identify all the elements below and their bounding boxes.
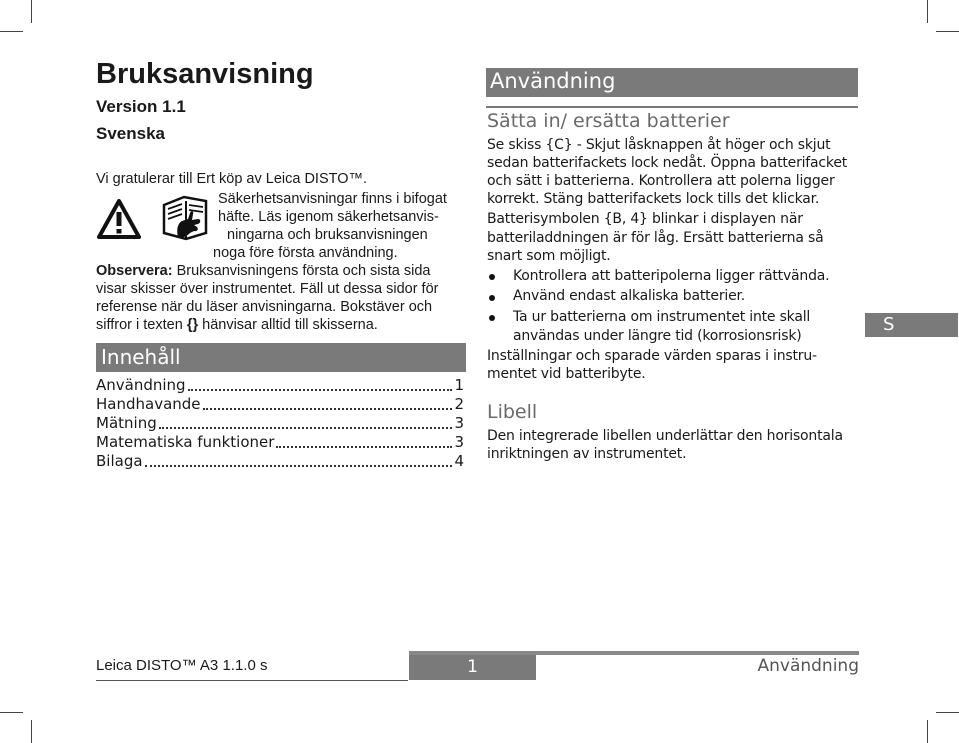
crop-mark bbox=[0, 712, 23, 713]
safety-line: noga före första användning. bbox=[213, 245, 398, 261]
toc-item-label: Handhavande bbox=[96, 395, 201, 413]
toc-item-label: Användning bbox=[96, 376, 186, 394]
toc-item-page: 1 bbox=[454, 376, 464, 394]
toc-item[interactable] bbox=[96, 452, 464, 471]
battery-heading: Sätta in/ ersätta batterier bbox=[487, 110, 730, 132]
battery-after-line: mentet vid batteribyte. bbox=[487, 366, 646, 382]
battery-text-line: sedan batterifackets lock nedåt. Öppna batterifacket bbox=[487, 155, 848, 171]
safety-line: Säkerhetsanvisningar finns i bifogat bbox=[218, 191, 447, 207]
bracket-symbol: {} bbox=[186, 317, 199, 333]
document-version: Version 1.1 bbox=[96, 97, 186, 116]
section-heading-usage: Användning bbox=[486, 68, 858, 97]
note-text: siffror i texten bbox=[96, 317, 183, 333]
note-line bbox=[96, 316, 378, 334]
warning-triangle-icon bbox=[97, 199, 141, 239]
battery-bullet: Ta ur batterierna om instrumentet inte skall bbox=[513, 309, 811, 325]
battery-text-line: och sätt i batterierna. Kontrollera att polerna ligger bbox=[487, 173, 835, 189]
battery-after-line: Inställningar och sparade värden sparas i instru- bbox=[487, 348, 817, 364]
document-language: Svenska bbox=[96, 124, 165, 143]
battery-text-line: Se skiss {C} - Skjut låsknappen åt höger och skjut bbox=[487, 137, 831, 153]
battery-text-line: korrekt. Stäng batterifackets lock tills det klickar. bbox=[487, 191, 820, 207]
note-line: referense när du läser anvisningarna. Bokstäver och bbox=[96, 299, 433, 315]
bullet-dot bbox=[489, 274, 495, 280]
crop-mark bbox=[31, 0, 32, 23]
toc-item[interactable] bbox=[96, 376, 464, 395]
level-heading: Libell bbox=[487, 401, 538, 423]
side-tab: S bbox=[865, 313, 958, 337]
crop-mark bbox=[927, 720, 928, 743]
bullet-dot bbox=[489, 295, 495, 301]
toc-item[interactable] bbox=[96, 414, 464, 433]
safety-line: ningarna och bruksanvisningen bbox=[227, 227, 428, 243]
page-number: 1 bbox=[467, 657, 478, 677]
note-label: Observera: bbox=[96, 263, 173, 279]
footer-rule-thin bbox=[96, 680, 408, 681]
level-text-line: Den integrerade libellen underlättar den horisontala bbox=[487, 428, 843, 444]
battery-text-line: snart som möjligt. bbox=[487, 248, 611, 264]
crop-mark bbox=[936, 31, 959, 32]
toc-item-page: 3 bbox=[454, 414, 464, 432]
battery-bullet: användas under längre tid (korrosionsrisk) bbox=[513, 328, 802, 344]
crop-mark bbox=[936, 712, 959, 713]
footer-product: Leica DISTO™ A3 1.1.0 s bbox=[96, 657, 268, 674]
toc-item-page: 4 bbox=[454, 452, 464, 470]
toc-heading: Innehåll bbox=[96, 343, 466, 372]
bullet-dot bbox=[489, 315, 495, 321]
battery-text-line: Batterisymbolen {B, 4} blinkar i displayen när bbox=[487, 211, 803, 227]
toc-item-label: Bilaga bbox=[96, 452, 143, 470]
note-line: visar skisser över instrumentet. Fäll ut dessa sidor för bbox=[96, 281, 439, 297]
battery-text-line: batteriladdningen är för låg. Ersätt batterierna så bbox=[487, 230, 824, 246]
safety-line: häfte. Läs igenom säkerhetsanvis- bbox=[218, 209, 439, 225]
intro-congrats: Vi gratulerar till Ert köp av Leica DISTO™. bbox=[96, 171, 368, 187]
toc-item-page: 2 bbox=[454, 395, 464, 413]
document-title: Bruksanvisning bbox=[96, 58, 314, 90]
footer-page-box bbox=[409, 655, 536, 680]
footer-section: Användning bbox=[757, 656, 859, 676]
toc-item-label: Mätning bbox=[96, 414, 157, 432]
read-manual-icon bbox=[160, 193, 212, 241]
toc-item[interactable] bbox=[96, 395, 464, 414]
battery-bullet: Kontrollera att batteripolerna ligger rättvända. bbox=[513, 268, 830, 284]
divider bbox=[486, 106, 858, 108]
note-line bbox=[96, 262, 430, 280]
battery-bullet: Använd endast alkaliska batterier. bbox=[513, 288, 746, 304]
crop-mark bbox=[0, 31, 23, 32]
toc-item-page: 3 bbox=[454, 433, 464, 451]
toc-item[interactable] bbox=[96, 433, 464, 452]
level-text-line: inriktningen av instrumentet. bbox=[487, 446, 687, 462]
note-text: hänvisar alltid till skisserna. bbox=[198, 317, 378, 333]
note-text: Bruksanvisningens första och sista sida bbox=[172, 263, 431, 279]
toc-item-label: Matematiska funktioner bbox=[96, 433, 275, 451]
crop-mark bbox=[31, 720, 32, 743]
crop-mark bbox=[927, 0, 928, 23]
